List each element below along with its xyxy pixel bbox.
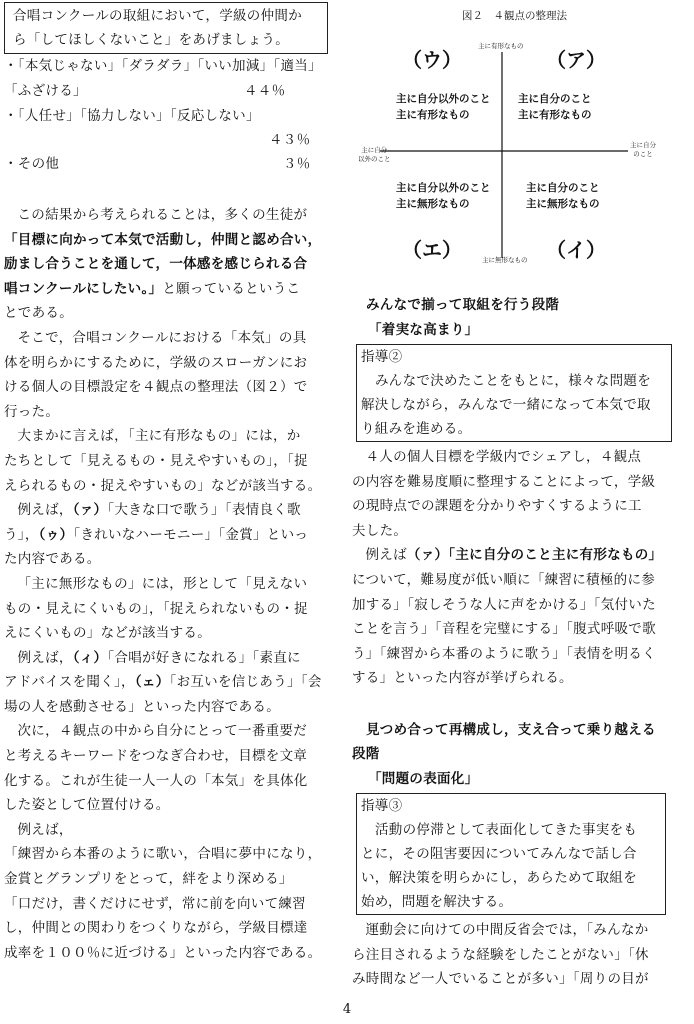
paragraph-8-line-5: し，仲間との関わりをつくりながら，学級目標達 [4,920,308,937]
paragraph-1-line-3: 励まし合うことを通して，一体感を感じられる合 [4,256,308,273]
paragraph-5-line-1: 「主に無形なもの」には，形として「見えない [17,575,308,592]
right-paragraph-2-line-1b: （ァ）「主に自分のこと主に有形なもの」 [406,547,663,564]
guidance-3-box [356,793,666,915]
stage-1-title: みんなで揃って取組を行う段階 [366,297,560,313]
quadrant-bottom-left-line-2: 主に無形なもの [396,198,470,210]
right-paragraph-1-line-3: の現時点での課題を分かりやすくするように工 [352,498,642,515]
paragraph-4-label-u: （ゥ） [38,526,74,543]
paragraph-1-line-5: とである。 [4,305,73,322]
four-viewpoint-figure [350,0,680,280]
guidance-2-title: 指導② [361,349,403,365]
paragraph-3-line-1: 大まかに言えば，「主に有形なもの」には，か [17,428,301,445]
guidance-2-line-1: みんなで決めたことをもとに，様々な問題を [375,373,651,389]
paragraph-8-line-4: 「口だけ，書くだけにせず，常に前を向いて練習 [4,895,306,912]
result-item-3-percent: ３％ [283,156,311,172]
paragraph-7-line-3: 化する。これが生徒一人一人の「本気」を具体化 [4,772,308,789]
right-paragraph-3-line-1: 運動会に向けての中間反省会では，「みんなか [365,922,649,938]
quadrant-label-a: （ア） [546,48,606,72]
right-paragraph-1-line-1: ４人の個人目標を学級内でシェアし，４観点 [365,449,642,465]
question-line-1: 合唱コンクールの取組において，学級の仲間か [13,8,302,24]
page-number: 4 [342,1002,352,1017]
axis-right-label-line-2: のこと [633,150,653,158]
paragraph-4-line-2a: う」， [4,526,39,543]
figure-title: 図２ ４観点の整理法 [462,10,567,22]
paragraph-2-line-1: そこで，合唱コンクールにおける「本気」の具 [17,329,307,346]
axis-top-label: 主に有形なもの [478,42,524,50]
paragraph-8-line-6: 成率を１００％に近づける」といった内容である。 [4,944,322,961]
result-item-3-label: ・その他 [4,156,60,172]
paragraph-4-label-a: （ァ） [72,502,108,519]
guidance-3-line-3: い，解決策を明らかにし，あらためて取組を [361,870,637,886]
question-line-2: ら「してほしくないこと」をあげましょう。 [13,32,289,48]
paragraph-5-line-3: えにくいもの」などが該当する。 [4,625,211,642]
paragraph-1-line-2: 「目標に向かって本気で活動し，仲間と認め合い， [4,231,322,248]
guidance-2-box [356,344,672,442]
stage-1-subtitle: 「着実な高まり」 [368,322,479,338]
paragraph-6-line-2c: 「お互いを信じあう」「会 [169,674,322,691]
paragraph-2-line-4: 行った。 [4,403,60,420]
right-paragraph-2-line-3: 加する」「寂しそうな人に声をかける」「気付いた [352,596,656,613]
right-paragraph-2-line-2: について，難易度が低い順に「練習に積極的に参 [352,571,656,588]
body-text-right-1 [352,445,680,691]
paragraph-3-line-3: えられるもの・捉えやすいもの」などが該当する。 [4,477,322,494]
result-item-2-percent: ４３％ [269,132,311,148]
right-column [350,0,680,1024]
stage-2-subtitle: 「問題の表面化」 [368,771,479,787]
guidance-3-line-2: とに，その阻害要因についてみんなで話し合 [361,846,637,862]
paragraph-8-line-2: 「練習から本番のように歌い，合唱に夢中になり， [4,846,322,863]
paragraph-6-line-1a: 例えば， [17,649,73,666]
paragraph-2-line-3: ける個人の目標設定を４観点の整理法（図２）で [4,379,308,396]
paragraph-6-line-2a: アドバイスを聞く」， [4,674,135,691]
quadrant-bottom-right [526,180,600,212]
quadrant-top-right [518,91,592,123]
paragraph-7-line-4: した姿として位置付ける。 [4,797,170,814]
paragraph-3-line-2: たちとして「見えるもの・見えやすいもの」，「捉 [4,452,308,469]
result-item-2-line-1: ・「人任せ」「協力しない」「反応しない」 [4,108,260,124]
axis-right-label-line-1: 主に自分 [630,141,656,149]
question-box [4,2,328,54]
quadrant-bottom-right-line-2: 主に無形なもの [526,198,600,210]
paragraph-6-line-1c: 「合唱が好きになれる」「素直に [107,649,301,666]
quadrant-label-i: （イ） [546,238,606,262]
paragraph-1-line-4a: 唱コンクールにしたい。」 [4,280,163,297]
right-paragraph-2-line-4: ことを言う」「音程を完璧にする」「腹式呼吸で歌 [352,621,656,638]
result-item-1-percent: ４４％ [244,83,286,99]
body-text-right-2 [352,918,680,992]
right-paragraph-3-line-3: み時間など一人でいることが多い」「周りの目が [352,971,649,988]
quadrant-bottom-left [396,180,491,212]
guidance-3-line-1: 活動の停滞として表面化してきた事実をも [375,822,638,838]
quadrant-label-e: （エ） [402,238,462,262]
right-paragraph-2-line-5: う」「練習から本番のように歌う」「表情を明るく [352,645,656,662]
right-paragraph-1-line-2: の内容を難易度順に整理することによって，学級 [352,473,656,490]
axis-left-label-line-1: 主に自分 [361,146,388,154]
stage-2-title-line-1: 見つめ合って再構成し，支え合って乗り越える [366,722,656,738]
guidance-3-line-4: 始め，問題を解決する。 [361,894,513,910]
right-paragraph-2-line-1a: 例えば [365,547,407,564]
paragraph-4-line-1a: 例えば， [17,502,73,519]
axis-left-label-line-2: 以外のこと [358,155,391,163]
body-text-left [4,203,334,965]
paragraph-4-line-1c: 「大きな口で歌う」「表情良く歌 [107,502,301,519]
result-item-1-line-2: 「ふざける」 [4,83,87,99]
axis-bottom-label: 主に無形なもの [482,256,528,264]
paragraph-8-line-3: 金賞とグランプリをとって，絆をより深める」 [4,871,293,888]
paragraph-2-line-2: 体を明らかにするために，学級のスローガンにお [4,354,308,371]
quadrant-bottom-right-line-1: 主に自分のこと [526,182,600,194]
paragraph-6-label-i: （ィ） [72,649,108,666]
paragraph-4-line-2c: 「きれいなハーモニー」「金賞」といっ [73,526,309,543]
guidance-2-line-3: り組みを進める。 [361,421,472,437]
paragraph-1-line-1: この結果から考えられることは，多くの生徒が [17,207,308,223]
quadrant-top-right-line-2: 主に有形なもの [518,109,592,121]
axis-right-label [630,141,656,159]
quadrant-top-left [396,91,491,123]
right-paragraph-3-line-2: ら注目されるような経験をしたことがない」「休 [352,946,649,963]
axis-left-label [358,146,391,164]
paragraph-5-line-2: もの・見えにくいもの」，「捉えられないもの・捉 [4,600,308,617]
guidance-2-line-2: 解決しながら，みんなで一緒になって本気で取 [361,397,651,413]
guidance-3-title: 指導③ [361,798,403,814]
paragraph-7-line-2: と考えるキーワードをつなぎ合わせ，目標を文章 [4,748,308,765]
paragraph-6-line-3: 場の人を感動させる」といった内容である。 [4,698,280,715]
paragraph-4-line-3: た内容である。 [4,551,101,568]
paragraph-7-line-1: 次に，４観点の中から自分にとって一番重要だ [17,723,308,740]
right-paragraph-1-line-4: 夫した。 [352,522,408,539]
quadrant-bottom-left-line-1: 主に自分以外のこと [396,182,491,194]
stage-2-title-line-2: 段階 [352,746,380,762]
quadrant-top-left-line-1: 主に自分以外のこと [396,93,491,105]
paragraph-8-line-1: 例えば， [17,821,73,838]
right-paragraph-2-line-6: する」といった内容が挙げられる。 [352,670,573,687]
paragraph-1-line-4b: と願っているというこ [162,280,301,297]
quadrant-label-u: （ウ） [402,48,462,72]
result-item-1-line-1: ・「本気じゃない」「ダラダラ」「いい加減」「適当」 [4,58,322,74]
quadrant-top-left-line-2: 主に有形なもの [396,109,470,121]
quadrant-top-right-line-1: 主に自分のこと [518,93,592,105]
paragraph-6-label-e: （ェ） [134,674,170,691]
